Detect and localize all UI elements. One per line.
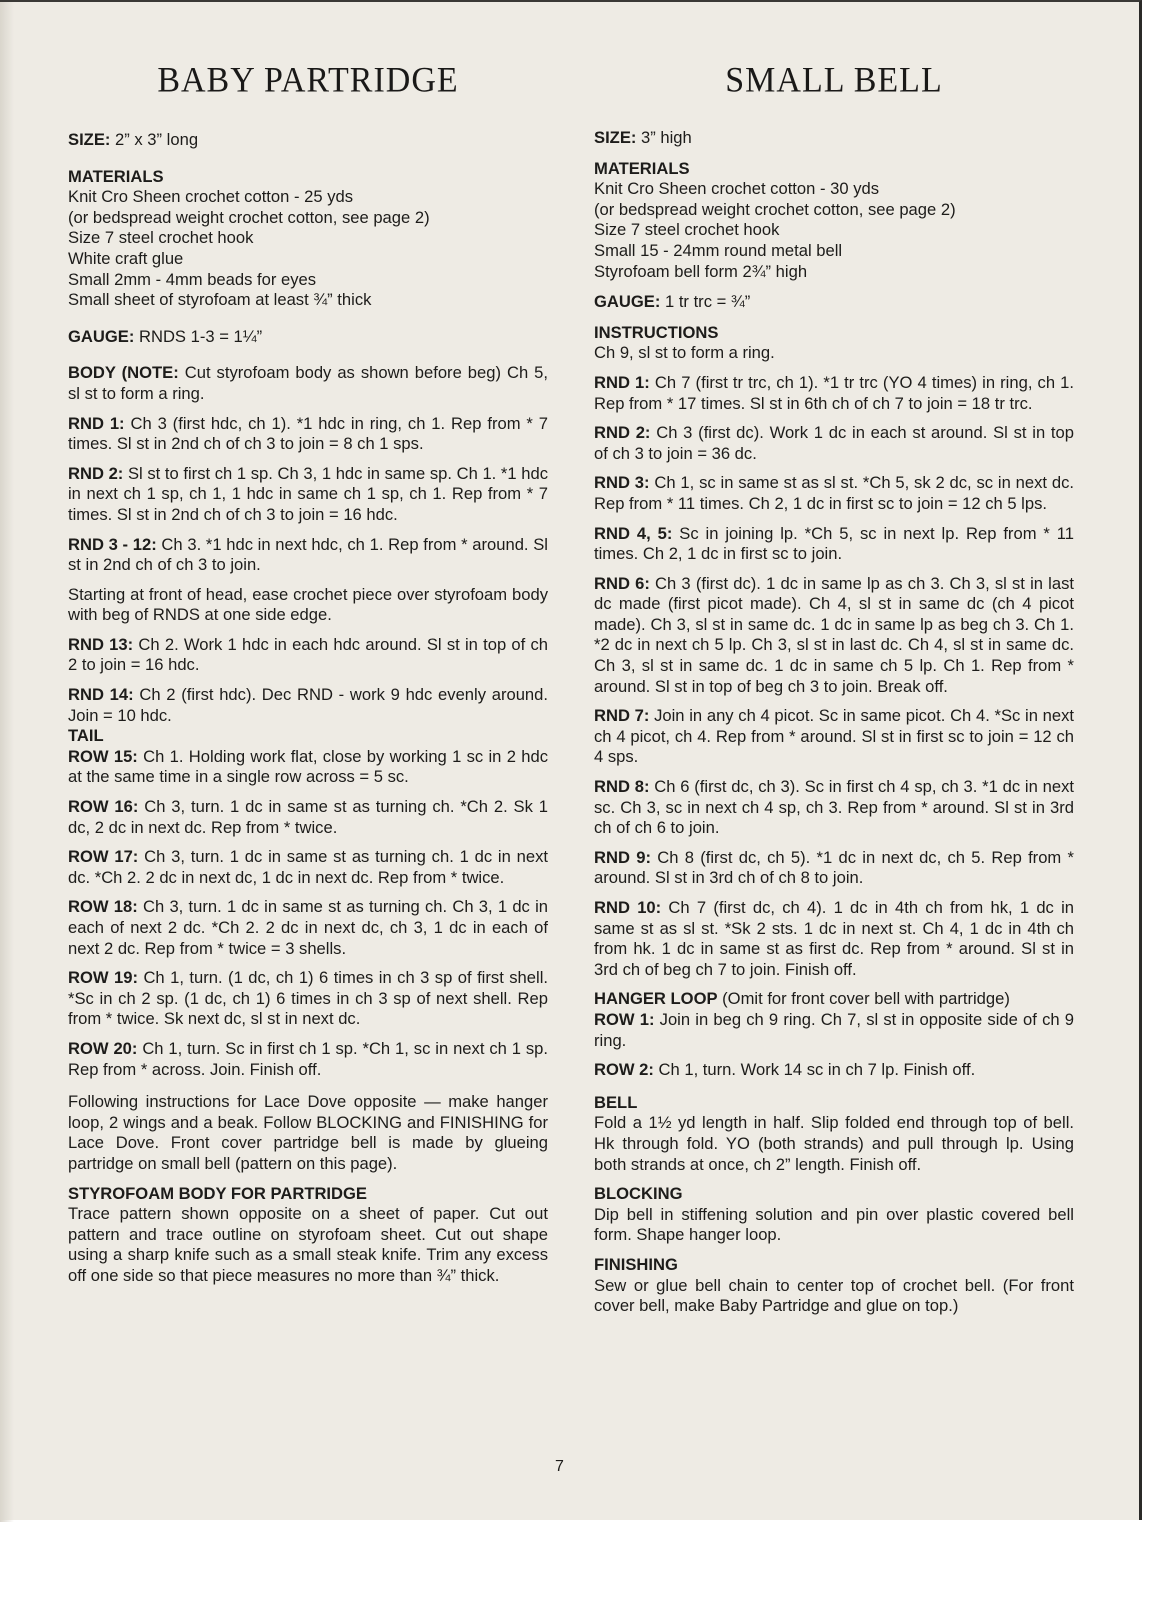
rnd13-text: Ch 2. Work 1 hdc in each hdc around. Sl st in top of ch 2 to join = 16 hdc. xyxy=(68,634,549,675)
rnd10-label: RND 10: xyxy=(594,898,662,917)
body-paragraph xyxy=(68,363,548,404)
row15-text: Ch 1. Holding work flat, close by working 1 sc in 2 hdc at the same time in a single row across = 5 sc. xyxy=(68,746,548,787)
rnd14-text: Ch 2 (first hdc). Dec RND - work 9 hdc evenly around. Join = 10 hdc. xyxy=(68,685,548,725)
finishing-paragraph: Sew or glue bell chain to center top of crochet bell. (For front cover bell, make Baby Partridge and glue on top.) xyxy=(594,1275,1074,1316)
rnd1-label: RND 1: xyxy=(594,372,650,392)
gauge-line xyxy=(68,327,548,348)
rnd3-paragraph xyxy=(594,473,1074,514)
size-value: 3” high xyxy=(636,128,692,147)
rnd3-label: RND 3: xyxy=(594,473,650,493)
page-edge-shadow xyxy=(0,2,14,1522)
material-item: Size 7 steel crochet hook xyxy=(68,228,254,248)
material-item: Small 15 - 24mm round metal bell xyxy=(594,240,843,260)
row17-paragraph xyxy=(68,847,548,888)
baby-partridge-title: BABY PARTRIDGE xyxy=(157,61,459,100)
hanger-loop-line xyxy=(594,989,1074,1010)
rnd2-paragraph xyxy=(68,464,548,526)
rnd13-label: RND 13: xyxy=(68,634,134,654)
baby-partridge-column xyxy=(68,62,548,1287)
instructions-heading: INSTRUCTIONS xyxy=(594,322,719,342)
following-paragraph: Following instructions for Lace Dove opposite — make hanger loop, 2 wings and a beak. Follow BLOCKING and FINISHING for Lace Dove. Front cover partridge bell is made by glueing partridge on small bell (pattern on this page). xyxy=(68,1092,548,1173)
material-item: Styrofoam bell form 2¾” high xyxy=(594,261,808,281)
row20-text: Ch 1, turn. Sc in first ch 1 sp. *Ch 1, sc in next ch 1 sp. Rep from * across. Join. Finish off. xyxy=(68,1038,548,1079)
hanger-loop-label: HANGER LOOP xyxy=(594,989,718,1009)
rnd2-label: RND 2: xyxy=(68,463,124,483)
row16-text: Ch 3, turn. 1 dc in same st as turning ch. *Ch 2. Sk 1 dc, 2 dc in next dc. Rep from * twice. xyxy=(68,797,548,837)
material-item: Small 2mm - 4mm beads for eyes xyxy=(68,269,317,289)
row19-text: Ch 1, turn. (1 dc, ch 1) 6 times in ch 3 sp of first shell. *Sc in ch 2 sp. (1 dc, ch 1) 6 times in ch 3 sp of next shell. Rep from * twice. Sk next dc, sl st in next dc. xyxy=(68,968,548,1029)
rnd6-label: RND 6: xyxy=(594,573,650,593)
rnd10-text: Ch 7 (first dc, ch 4). 1 dc in 4th ch from hk, 1 dc in same st as sl st. *Sk 2 sts. 1 dc in next st. Ch 4, 1 dc in 4th ch from hk. 1 dc in same st as first dc. Rep from * around. Sl st in 3rd ch of beg ch 7 to join. Finish off. xyxy=(594,898,1075,979)
gauge-line xyxy=(594,292,1074,313)
rnd6-paragraph xyxy=(594,574,1074,698)
rnd4-5-paragraph xyxy=(594,524,1074,565)
size-line xyxy=(68,130,548,151)
row2-label: ROW 2: xyxy=(594,1060,654,1080)
styrofoam-heading: STYROFOAM BODY FOR PARTRIDGE xyxy=(68,1183,368,1203)
row17-label: ROW 17: xyxy=(68,847,139,867)
gauge-value: RNDS 1-3 = 1¼” xyxy=(134,326,263,346)
materials-section xyxy=(594,159,1074,283)
rnd3-12-label: RND 3 - 12: xyxy=(68,534,157,554)
size-line xyxy=(594,128,1074,149)
rnd13-paragraph xyxy=(68,635,548,676)
row15-paragraph xyxy=(68,747,548,788)
rnd2-text: Sl st to first ch 1 sp. Ch 3, 1 hdc in same sp. Ch 1. *1 hdc in next ch 1 sp, ch 1, 1 hdc in same ch 1 sp, ch 1. Rep from * 7 times. Sl st in 2nd ch of ch 3 to join = 16 hdc. xyxy=(68,463,548,524)
gauge-label: GAUGE: xyxy=(594,292,661,312)
bell-heading: BELL xyxy=(594,1092,638,1112)
rnd3-text: Ch 1, sc in same st as sl st. *Ch 5, sk 2 dc, sc in next dc. Rep from * 11 times. Ch 2, 1 dc in first sc to join = 12 ch 5 lps. xyxy=(594,473,1074,513)
tail-heading: TAIL xyxy=(68,726,104,746)
size-label: SIZE: xyxy=(594,128,637,147)
rnd4-5-text: Sc in joining lp. *Ch 5, sc in next lp. Rep from * 11 times. Ch 2, 1 dc in first sc to join. xyxy=(594,523,1075,564)
row2-text: Ch 1, turn. Work 14 sc in ch 7 lp. Finish off. xyxy=(653,1060,976,1080)
material-item: (or bedspread weight crochet cotton, see page 2) xyxy=(594,199,956,219)
rnd1-paragraph xyxy=(594,373,1074,414)
gauge-label: GAUGE: xyxy=(68,326,135,346)
page-number: 7 xyxy=(555,1458,564,1475)
row16-paragraph xyxy=(68,797,548,838)
rnd10-paragraph xyxy=(594,898,1074,980)
hanger-loop-text: (Omit for front cover bell with partridge) xyxy=(717,989,1010,1009)
body-label: BODY (NOTE: xyxy=(68,363,179,383)
material-item: Small sheet of styrofoam at least ¾” thick xyxy=(68,290,372,310)
rnd1-label: RND 1: xyxy=(68,413,125,433)
materials-heading: MATERIALS xyxy=(594,158,690,178)
rnd8-text: Ch 6 (first dc, ch 3). Sc in first ch 4 sp, ch 3. *1 dc in next sc. Ch 3, sc in next ch 4 sp, ch 3. Rep from * around. Sl st in 3rd ch of ch 6 to join. xyxy=(594,777,1074,838)
row17-text: Ch 3, turn. 1 dc in same st as turning ch. 1 dc in next dc. *Ch 2. 2 dc in next dc, 1 dc in next dc. Rep from * twice. xyxy=(68,847,548,887)
material-item: White craft glue xyxy=(68,248,184,268)
row15-label: ROW 15: xyxy=(68,746,138,766)
row18-paragraph xyxy=(68,897,548,959)
rnd8-label: RND 8: xyxy=(594,777,650,797)
size-label: SIZE: xyxy=(68,130,111,149)
rnd9-text: Ch 8 (first dc, ch 5). *1 dc in next dc, ch 5. Rep from * around. Sl st in 3rd ch of ch 8 to join. xyxy=(594,847,1074,888)
blocking-heading: BLOCKING xyxy=(594,1184,683,1204)
rnd1-paragraph xyxy=(68,414,548,455)
styrofoam-paragraph: Trace pattern shown opposite on a sheet of paper. Cut out pattern and trace outline on styrofoam sheet. Cut out shape using a sharp knife such as a small steak knife. Trim any excess off one side so that piece measures no more than ¾” thick. xyxy=(68,1204,548,1285)
rnd8-paragraph xyxy=(594,777,1074,839)
row20-paragraph xyxy=(68,1039,548,1080)
row1-label: ROW 1: xyxy=(594,1009,655,1029)
row19-paragraph xyxy=(68,968,548,1030)
rnd7-paragraph xyxy=(594,706,1074,768)
rnd9-label: RND 9: xyxy=(594,847,651,867)
rnd4-5-label: RND 4, 5: xyxy=(594,523,673,543)
material-item: Knit Cro Sheen crochet cotton - 30 yds xyxy=(594,179,880,199)
rnd7-label: RND 7: xyxy=(594,706,650,726)
row2-paragraph xyxy=(594,1060,1074,1081)
rnd1-text: Ch 7 (first tr trc, ch 1). *1 tr trc (YO 4 times) in ring, ch 1. Rep from * 17 times. Sl st in 6th ch of ch 7 to join = 18 tr trc. xyxy=(594,372,1074,413)
finishing-heading: FINISHING xyxy=(594,1254,678,1274)
body-text: Cut styrofoam body as shown before beg) Ch 5, sl st to form a ring. xyxy=(68,363,548,403)
small-bell-title: SMALL BELL xyxy=(725,61,943,100)
rnd6-text: Ch 3 (first dc). 1 dc in same lp as ch 3. Ch 3, sl st in last dc made (first picot made). Ch 4, sl st in same dc (ch 4 picot made). Ch 3, sl st in same dc. 1 dc in same lp as beg ch 3. Ch 1. *2 dc in next ch 5 lp. Ch 3, sl st in last dc. Ch 4, sl st in same dc. Ch 3, sl st in same dc. 1 dc in same ch 5 lp. Ch 1. Rep from * around. Sl st in top of beg ch 3 to join. Break off. xyxy=(594,573,1074,696)
rnd2-label: RND 2: xyxy=(594,423,651,443)
rnd14-paragraph xyxy=(68,685,548,726)
rnd3-12-paragraph xyxy=(68,535,548,576)
row18-text: Ch 3, turn. 1 dc in same st as turning ch. Ch 3, 1 dc in each of next 2 dc. *Ch 2. 2 dc in next dc, ch 3, 1 dc in each of next 2 dc. Rep from * twice = 3 shells. xyxy=(68,897,548,958)
rnd7-text: Join in any ch 4 picot. Sc in same picot. Ch 4. *Sc in next ch 4 picot, ch 4. Rep from * around. Sl st in first sc to join = 12 ch 4 sps. xyxy=(594,706,1074,767)
rnd2-paragraph xyxy=(594,423,1074,464)
instructions-paragraph: Ch 9, sl st to form a ring. xyxy=(594,343,775,363)
gauge-value: 1 tr trc = ¾” xyxy=(660,292,751,312)
bell-paragraph: Fold a 1½ yd length in half. Slip folded end through top of bell. Hk through fold. YO (both strands) and pull through lp. Using both strands at once, ch 2” length. Finish off. xyxy=(594,1113,1074,1174)
row18-label: ROW 18: xyxy=(68,897,138,917)
material-item: (or bedspread weight crochet cotton, see page 2) xyxy=(68,207,430,227)
size-value: 2” x 3” long xyxy=(110,130,199,149)
rnd1-text: Ch 3 (first hdc, ch 1). *1 hdc in ring, ch 1. Rep from * 7 times. Sl st in 2nd ch of ch 3 to join = 8 ch 1 sps. xyxy=(68,413,548,454)
rnd9-paragraph xyxy=(594,848,1074,889)
row20-label: ROW 20: xyxy=(68,1038,138,1058)
small-bell-column xyxy=(594,62,1074,1317)
rnd3-12-text: Ch 3. *1 hdc in next hdc, ch 1. Rep from * around. Sl st in 2nd ch of ch 3 to join. xyxy=(68,534,548,575)
materials-section xyxy=(68,167,548,311)
material-item: Size 7 steel crochet hook xyxy=(594,220,780,240)
row19-label: ROW 19: xyxy=(68,968,138,988)
rnd2-text: Ch 3 (first dc). Work 1 dc in each st around. Sl st in top of ch 3 to join = 36 dc. xyxy=(594,423,1074,463)
row16-label: ROW 16: xyxy=(68,797,139,817)
rnd14-label: RND 14: xyxy=(68,685,134,705)
starting-paragraph: Starting at front of head, ease crochet piece over styrofoam body with beg of RNDS at one side edge. xyxy=(68,584,548,625)
blocking-paragraph: Dip bell in stiffening solution and pin over plastic covered bell form. Shape hanger loop. xyxy=(594,1204,1074,1245)
material-item: Knit Cro Sheen crochet cotton - 25 yds xyxy=(68,187,354,207)
row1-paragraph xyxy=(594,1010,1074,1051)
materials-heading: MATERIALS xyxy=(68,166,164,186)
row1-text: Join in beg ch 9 ring. Ch 7, sl st in opposite side of ch 9 ring. xyxy=(594,1009,1074,1050)
